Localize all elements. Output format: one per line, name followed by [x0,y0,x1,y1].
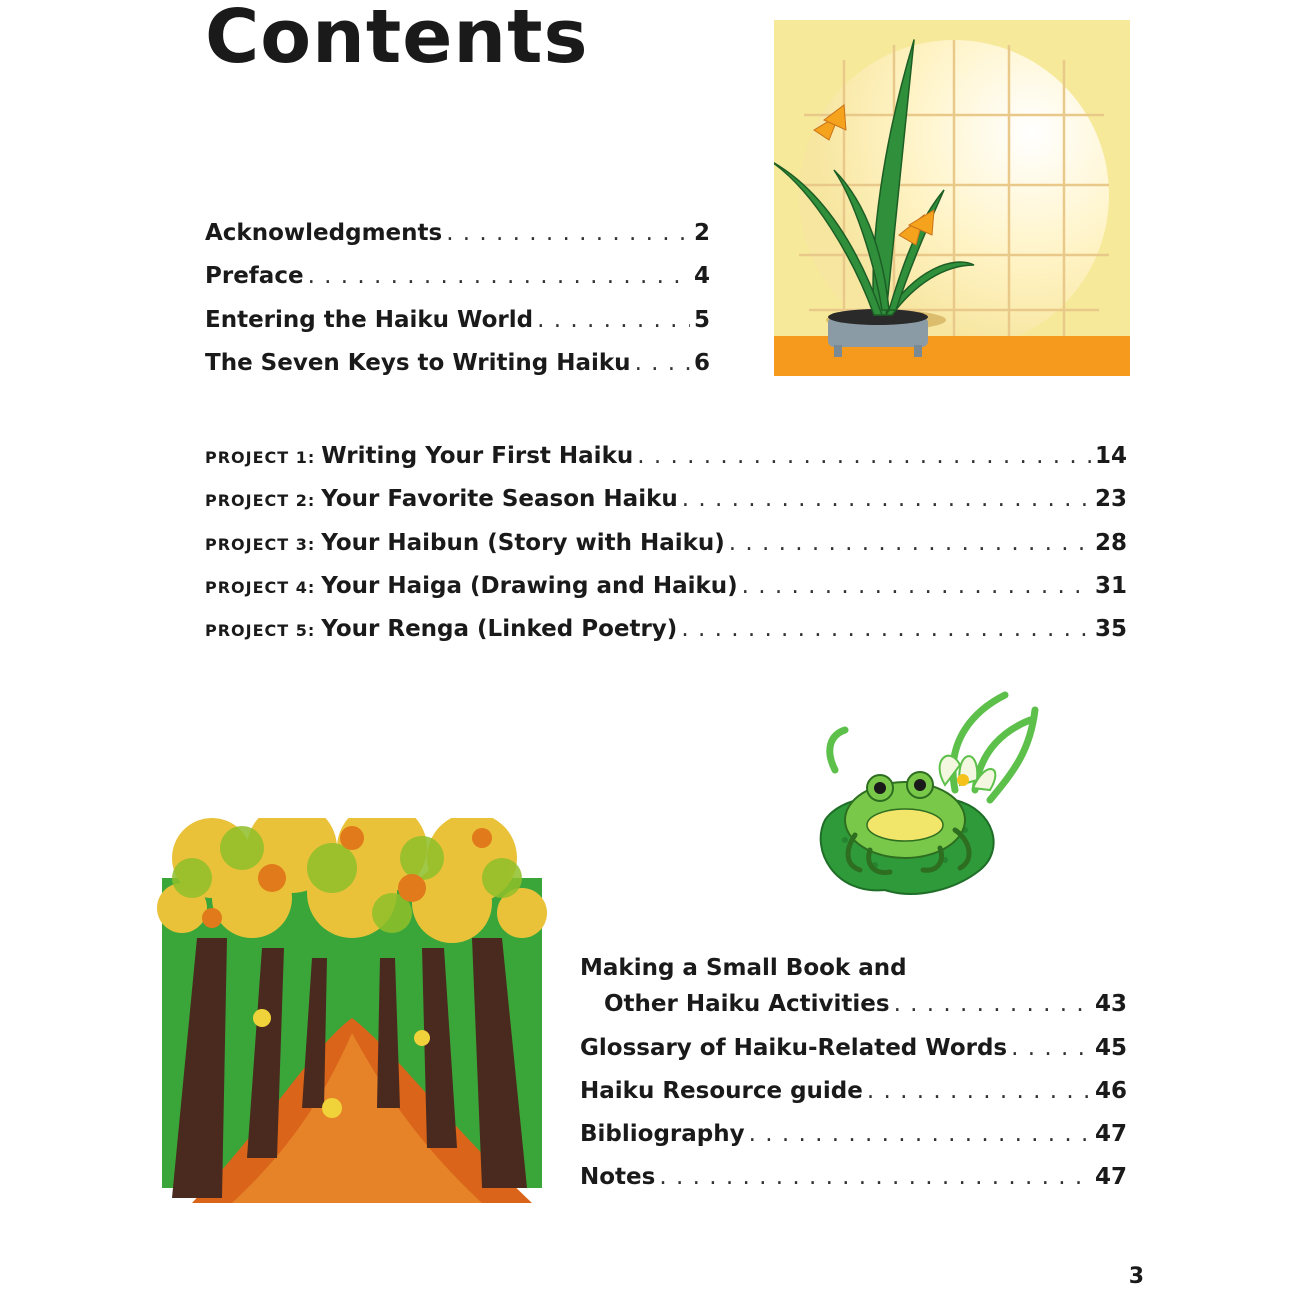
project-prefix: PROJECT 4: [205,578,316,597]
dot-leader [637,441,1091,471]
toc-entry-project[interactable] [205,614,1127,644]
toc-entry-label: Bibliography [580,1121,745,1147]
toc-page-number: 45 [1094,1035,1127,1061]
toc-page-number: 46 [1094,1078,1127,1104]
project-title [205,571,738,603]
toc-page-number: 47 [1094,1121,1127,1147]
toc-entry-project[interactable] [205,528,1127,558]
toc-entry-project[interactable] [205,441,1127,471]
dot-leader [659,1162,1091,1192]
toc-entry-label: Your Renga (Linked Poetry) [321,616,678,642]
toc-entry-label: Writing Your First Haiku [321,443,634,469]
toc-entry-label: The Seven Keys to Writing Haiku [205,350,631,376]
toc-entry[interactable] [205,305,710,335]
toc-entry-project[interactable] [205,571,1127,601]
dot-leader [446,218,690,248]
toc-entry[interactable] [580,1076,1127,1106]
toc-entry-project[interactable] [205,484,1127,514]
toc-entry-label: Acknowledgments [205,220,443,246]
toc-entry-label: Glossary of Haiku-Related Words [580,1035,1008,1061]
dot-leader [682,484,1091,514]
dot-leader [308,261,690,291]
project-prefix: PROJECT 3: [205,535,316,554]
toc-entry-label: Your Haibun (Story with Haiku) [321,530,725,556]
toc-entry[interactable] [580,1033,1127,1063]
toc-entry[interactable] [205,261,710,291]
toc-page-number: 31 [1094,573,1127,599]
dot-leader [894,989,1091,1019]
toc-page-number: 4 [693,263,710,289]
page-title: Contents [205,0,589,80]
toc-entry-label: Your Haiga (Drawing and Haiku) [321,573,738,599]
project-title [205,614,677,646]
toc-page-number: 2 [693,220,710,246]
toc-entry[interactable] [205,218,710,248]
dot-leader [681,614,1091,644]
project-title [205,528,725,560]
toc-page-number: 5 [693,307,710,333]
window-plant-illustration [774,20,1130,376]
autumn-forest-illustration [152,818,552,1203]
toc-entry-label: Entering the Haiku World [205,307,534,333]
dot-leader [749,1119,1091,1149]
dot-leader [1011,1033,1091,1063]
toc-page-number: 35 [1094,616,1127,642]
toc-entry[interactable] [580,1119,1127,1149]
toc-page-number: 14 [1094,443,1127,469]
toc-entry[interactable] [580,1162,1127,1192]
toc-page-number: 47 [1094,1164,1127,1190]
dot-leader [729,528,1091,558]
project-prefix: PROJECT 2: [205,491,316,510]
dot-leader [742,571,1091,601]
toc-entry[interactable] [205,348,710,378]
toc-entry[interactable] [580,989,1127,1019]
toc-page-number: 43 [1094,991,1127,1017]
frog-lily-pad-illustration [805,690,1040,900]
toc-entry-label: Haiku Resource guide [580,1078,863,1104]
toc-entry-label: Notes [580,1164,656,1190]
project-title [205,484,678,516]
project-prefix: PROJECT 5: [205,621,316,640]
toc-entry-first-line[interactable]: Making a Small Book and [580,955,907,981]
toc-page-number: 6 [693,350,710,376]
toc-page-number: 28 [1094,530,1127,556]
toc-entry-label: Your Favorite Season Haiku [321,486,678,512]
toc-entry-label: Other Haiku Activities [604,991,890,1017]
folio-page-number: 3 [1128,1264,1144,1289]
toc-entry-label: Preface [205,263,304,289]
dot-leader [867,1076,1091,1106]
dot-leader [635,348,690,378]
project-title [205,441,633,473]
dot-leader [537,305,690,335]
toc-page-number: 23 [1094,486,1127,512]
project-prefix: PROJECT 1: [205,448,316,467]
